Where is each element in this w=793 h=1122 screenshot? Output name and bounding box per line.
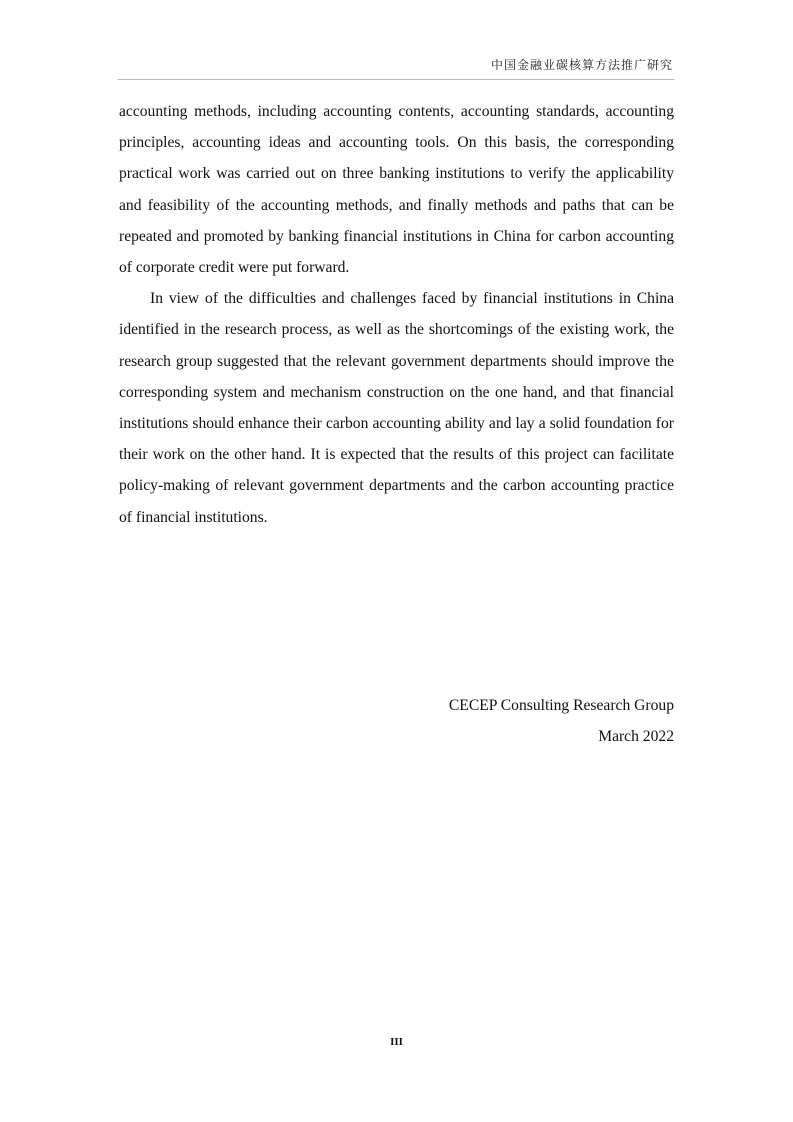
page-body xyxy=(119,96,674,533)
signature-block xyxy=(449,690,674,752)
paragraph-continuation: accounting methods, including accounting contents, accounting standards, accounting principles, accounting ideas and accounting tools. On this basis, the corresponding practical work was carried out on three banking institutions to verify the applicability and feasibility of the accounting methods, and finally methods and paths that can be repeated and promoted by banking financial institutions in China for carbon accounting of corporate credit were put forward. xyxy=(119,103,674,277)
signature-date: March 2022 xyxy=(598,728,674,745)
paragraph-difficulties: In view of the difficulties and challenges faced by financial institutions in China identified in the research process, as well as the shortcomings of the existing work, the research group suggested that the relevant government departments should improve the corresponding system and mechanism construction on the one hand, and that financial institutions should enhance their carbon accounting ability and lay a solid foundation for their work on the other hand. It is expected that the results of this project can facilitate policy-making of relevant government departments and the carbon accounting practice of financial institutions. xyxy=(119,290,674,526)
running-header-title: 中国金融业碳核算方法推广研究 xyxy=(490,58,673,72)
header-divider xyxy=(118,79,674,80)
signature-organization: CECEP Consulting Research Group xyxy=(448,697,674,714)
page-number: III xyxy=(390,1036,403,1048)
